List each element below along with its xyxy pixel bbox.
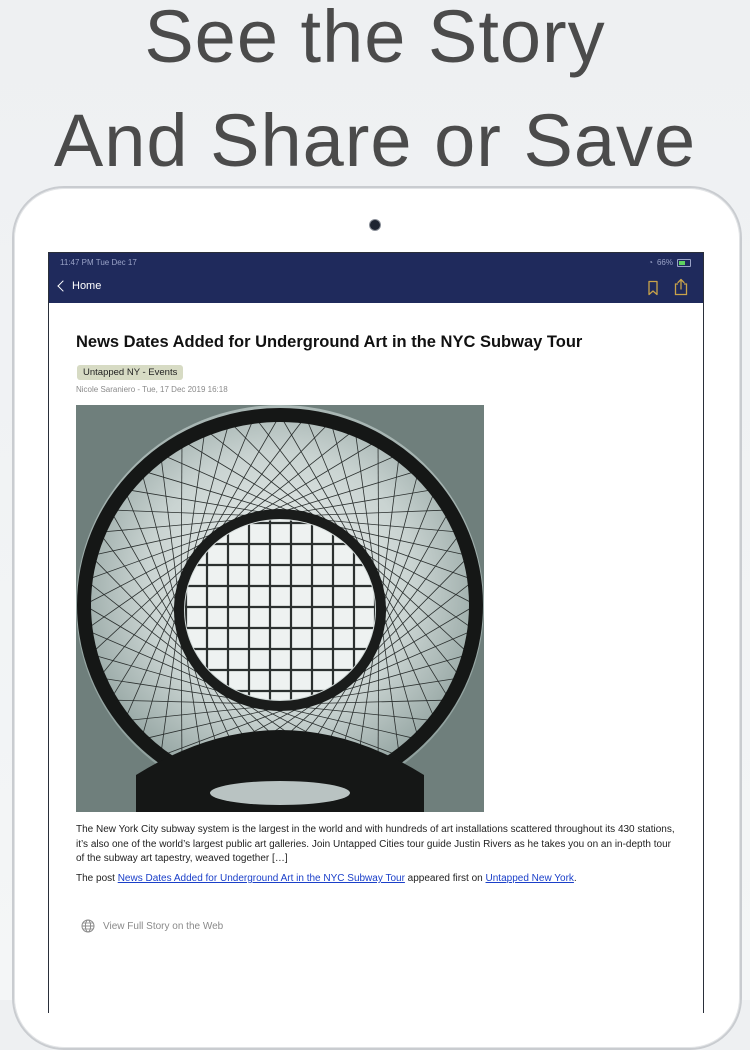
status-indicators — [648, 258, 691, 267]
attribution-prefix: The post — [76, 873, 118, 884]
battery-icon — [677, 259, 691, 267]
article-byline: Nicole Saraniero - Tue, 17 Dec 2019 16:18 — [76, 385, 228, 394]
chevron-left-icon — [57, 280, 68, 291]
share-icon[interactable] — [673, 278, 689, 296]
post-link[interactable]: News Dates Added for Underground Art in the NYC Subway Tour — [117, 873, 405, 884]
status-bar — [49, 253, 703, 271]
front-camera — [370, 220, 380, 230]
navigation-bar — [49, 253, 703, 303]
article-hero-image — [76, 405, 484, 812]
back-button[interactable] — [57, 280, 101, 292]
promo-headline-line2: And Share or Save — [53, 99, 697, 182]
app-screen — [48, 252, 704, 1013]
globe-icon — [81, 919, 95, 933]
attribution-middle: appeared first on — [404, 873, 486, 884]
bookmark-icon[interactable] — [646, 280, 660, 296]
article-attribution — [76, 873, 676, 884]
category-tag: Untapped NY - Events — [77, 365, 183, 380]
view-full-story-label: View Full Story on the Web — [103, 920, 224, 932]
attribution-suffix: . — [573, 873, 577, 884]
source-link[interactable]: Untapped New York — [485, 873, 574, 884]
article-body: The New York City subway system is the largest in the world and with hundreds of art installations scattered throughout its 430 stations, it’s also one of the world’s largest public art galleries. Join Untapped Cities tour guide Justin Rivers as he takes you on an in-depth tour of the subway art tapestry, weaved together […] — [76, 824, 675, 864]
oculus-skylight-photo — [76, 405, 484, 812]
battery-percentage: 66% — [656, 258, 673, 267]
back-button-label: Home — [72, 280, 102, 292]
promo-headline-line1: See the Story — [144, 0, 606, 78]
view-full-story-button[interactable] — [81, 919, 223, 933]
status-time: 11:47 PM Tue Dec 17 — [60, 258, 137, 267]
article-title: News Dates Added for Underground Art in the NYC Subway Tour — [76, 333, 583, 351]
wifi-icon: ◔ — [648, 258, 653, 267]
